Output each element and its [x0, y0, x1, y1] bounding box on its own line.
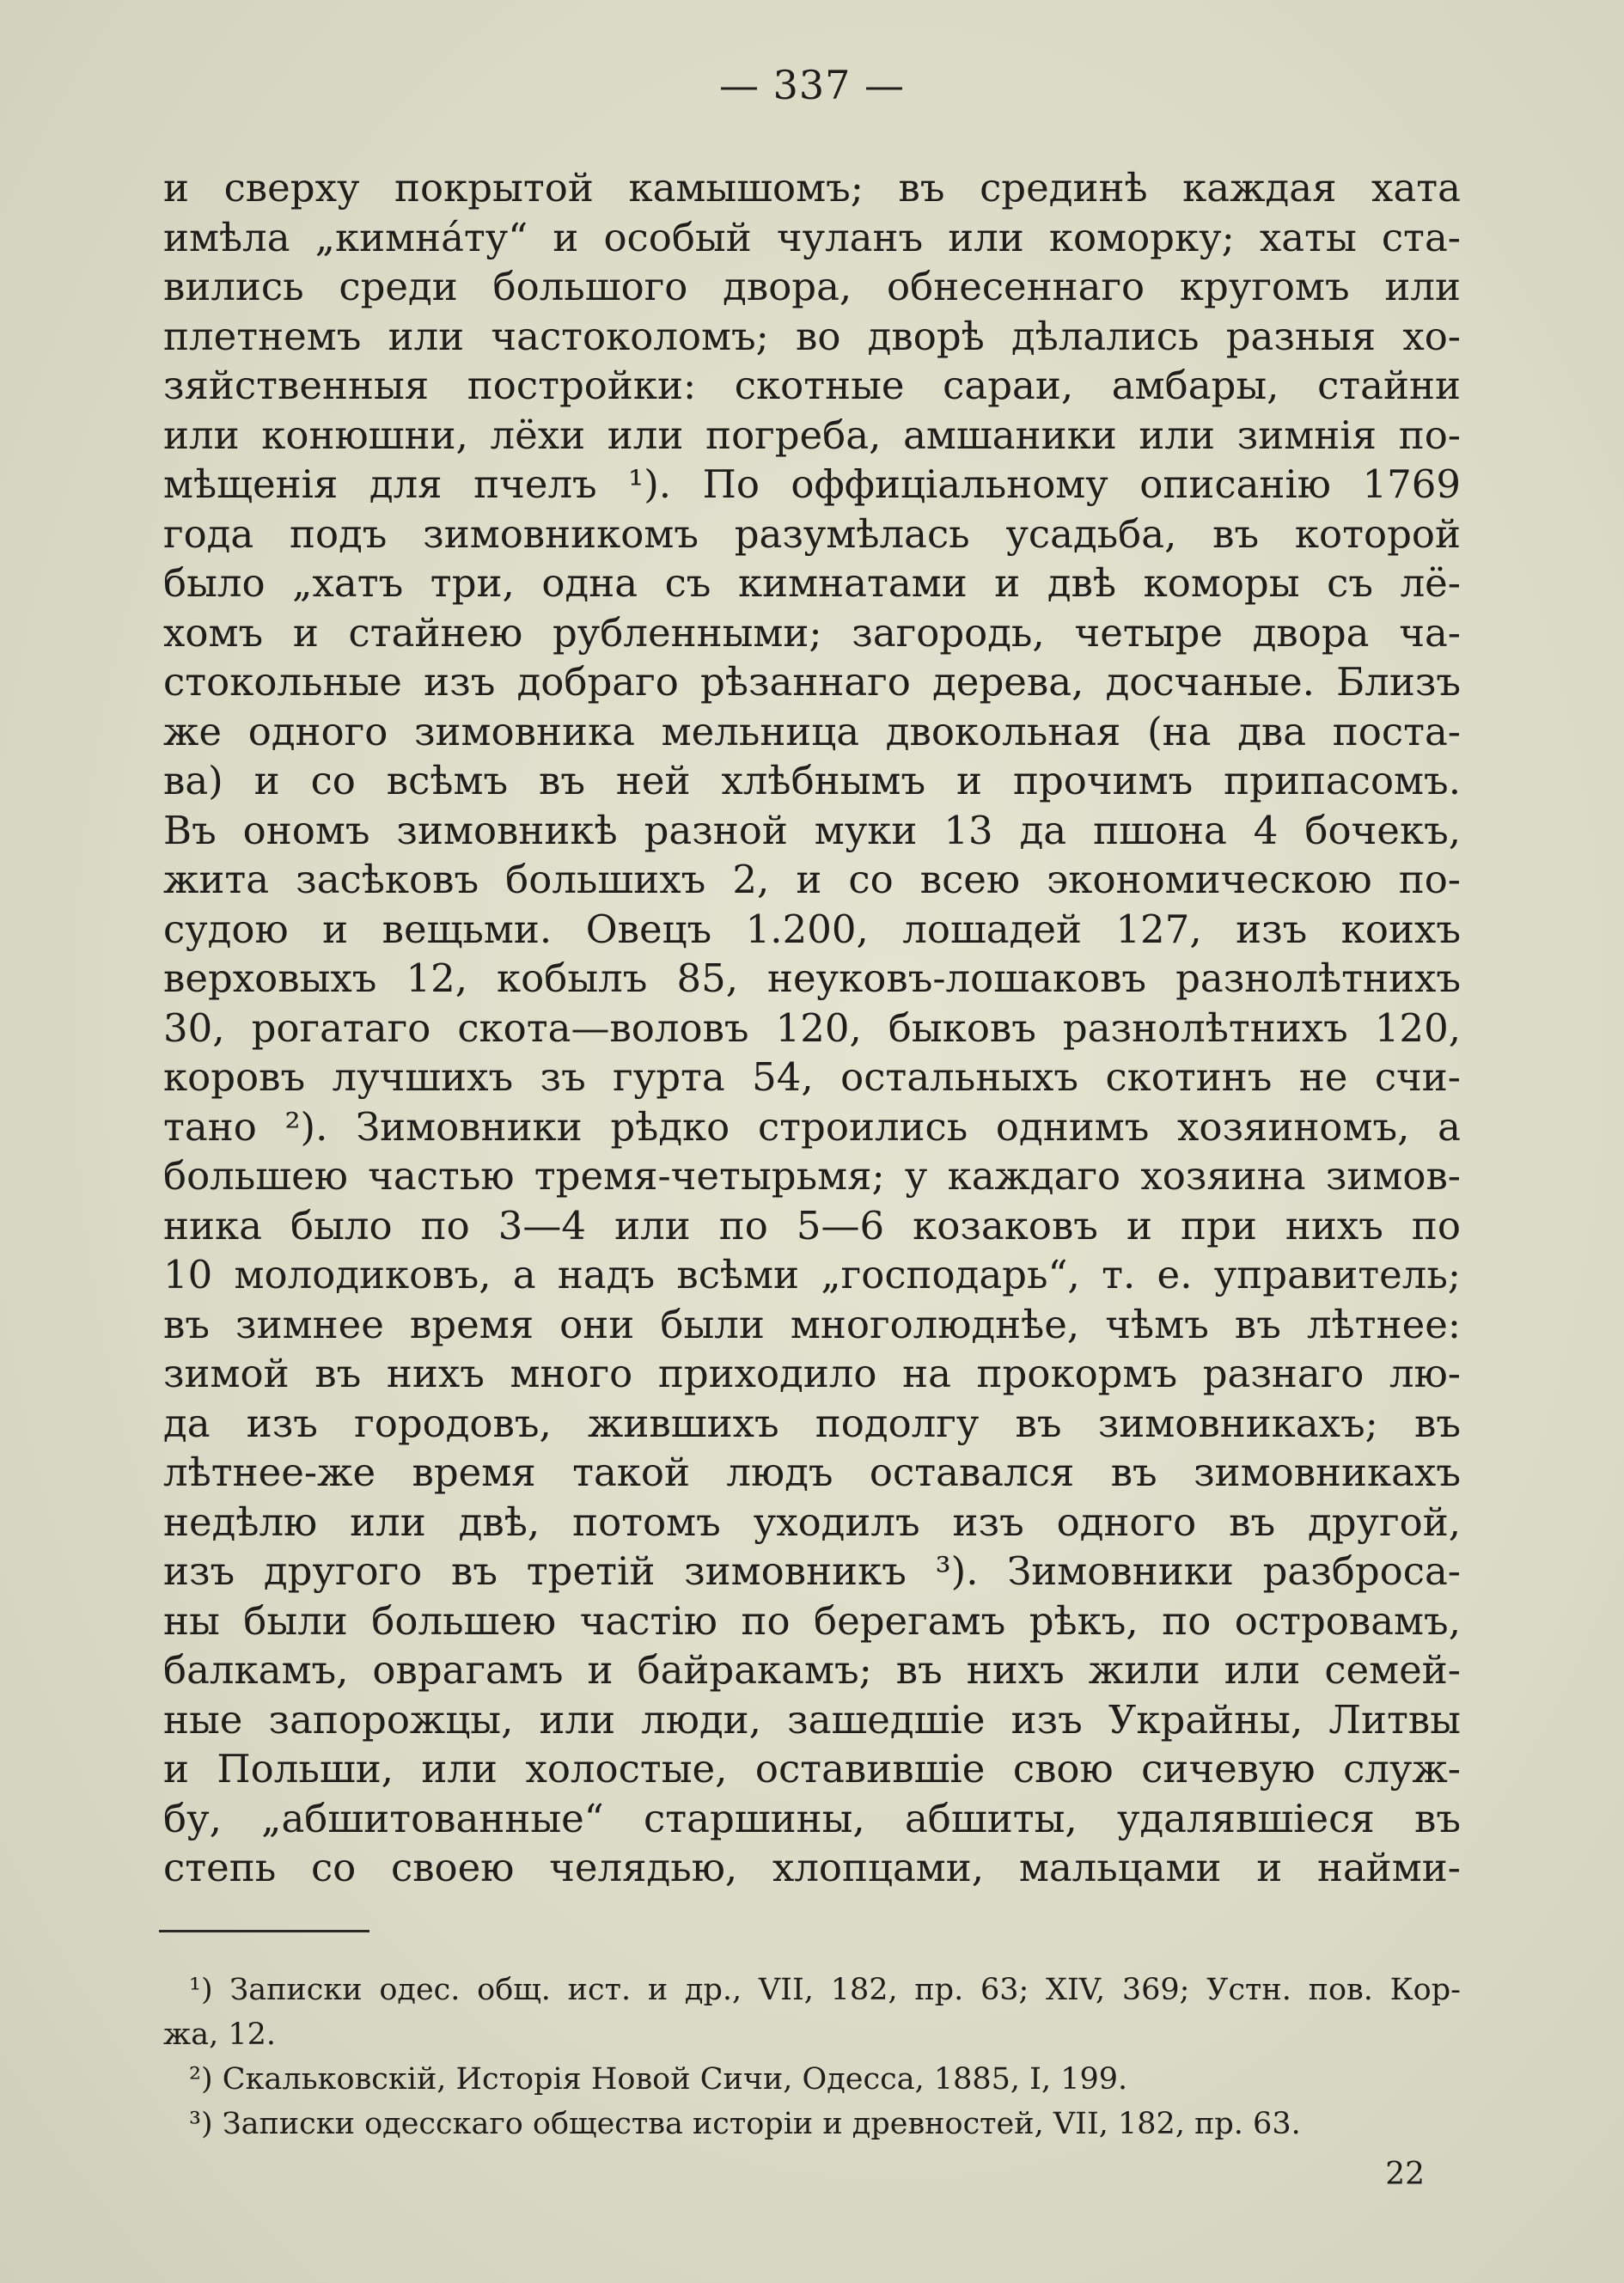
text-line: имѣла „кимнáту“ и особый чуланъ или коморку; хаты ста-	[163, 214, 1461, 260]
text-line: лѣтнее-же время такой людъ оставался въ зимовникахъ	[163, 1450, 1461, 1495]
text-line: большею частью тремя-четырьмя; у каждаго хозяина зимов-	[163, 1153, 1461, 1199]
text-line: или конюшни, лёхи или погреба, амшаники или зимнія по-	[163, 412, 1461, 458]
text-line: мѣщенія для пчелъ ¹). По оффиціальному описанію 1769	[163, 461, 1461, 507]
footnotes	[163, 1968, 1461, 2146]
text-line: жита засѣковъ большихъ 2, и со всею экономическою по-	[163, 857, 1461, 902]
text-line: стокольные изъ добраго рѣзаннаго дерева, досчаные. Близъ	[163, 659, 1461, 705]
text-line: бу, „абшитованные“ старшины, абшиты, удалявшіеся въ	[163, 1795, 1461, 1841]
text-line: плетнемъ или частоколомъ; во дворѣ дѣлались разныя хо-	[163, 313, 1461, 359]
text-line: 30, рогатаго скота—воловъ 120, быковъ разнолѣтнихъ 120,	[163, 1004, 1461, 1051]
footnote-3: ³) Записки одесскаго общества исторіи и древностей, VII, 182, пр. 63.	[189, 2107, 1301, 2141]
footnote-separator	[159, 1930, 369, 1932]
text-line: и Польши, или холостые, оставившіе свою сичевую служ-	[163, 1746, 1461, 1792]
text-line: коровъ лучшихъ зъ гурта 54, остальныхъ скотинъ не счи-	[163, 1054, 1461, 1100]
text-line: Въ ономъ зимовникѣ разной муки 13 да пшона 4 бочекъ,	[163, 807, 1461, 853]
text-line: же одного зимовника мельница двокольная (на два поста-	[163, 708, 1461, 754]
text-line: ны были большею частію по берегамъ рѣкъ, по островамъ,	[163, 1597, 1461, 1644]
text-line: вились среди большого двора, обнесеннаго кругомъ или	[163, 264, 1461, 309]
footnote-2: ²) Скальковскій, Исторія Новой Сичи, Одесса, 1885, I, 199.	[189, 2062, 1128, 2097]
page-number: — 337 —	[718, 62, 906, 108]
text-line: было „хатъ три, одна съ кимнатами и двѣ коморы съ лё-	[163, 560, 1461, 606]
text-line: и сверху покрытой камышомъ; въ срединѣ каждая хата	[163, 165, 1461, 211]
text-line: ника было по 3—4 или по 5—6 козаковъ и при нихъ по	[163, 1202, 1461, 1248]
footnote-1: ¹) Записки одес. общ. ист. и др., VII, 182, пр. 63; XIV, 369; Устн. пов. Кор-	[189, 1973, 1461, 2007]
text-line: степь со своею челядью, хлопцами, мальцами и найми-	[163, 1845, 1461, 1890]
text-line: 10 молодиковъ, а надъ всѣми „господарь“, т. е. управитель;	[163, 1252, 1461, 1297]
text-line: ные запорожцы, или люди, зашедшіе изъ Украйны, Литвы	[163, 1696, 1461, 1743]
text-line: ва) и со всѣмъ въ ней хлѣбнымъ и прочимъ припасомъ.	[163, 758, 1461, 803]
text-line: да изъ городовъ, жившихъ подолгу въ зимовникахъ; въ	[163, 1400, 1461, 1446]
text-line: балкамъ, оврагамъ и байракамъ; въ нихъ жили или семей-	[163, 1647, 1461, 1693]
text-line: верховыхъ 12, кобылъ 85, неуковъ-лошаковъ разнолѣтнихъ	[163, 955, 1461, 1001]
text-line: хомъ и стайнею рубленными; загородь, четыре двора ча-	[163, 609, 1461, 656]
printer-signature-mark: 22	[1385, 2157, 1425, 2192]
text-line: зимой въ нихъ много приходило на прокормъ разнаго лю-	[163, 1351, 1461, 1396]
text-line: года подъ зимовникомъ разумѣлась усадьба, въ которой	[163, 510, 1461, 557]
text-line: въ зимнее время они были многолюднѣе, чѣмъ въ лѣтнее:	[163, 1301, 1461, 1347]
body-text	[163, 163, 1461, 1893]
footnote-1-continuation: жа, 12.	[163, 2017, 276, 2052]
text-line: судою и вещьми. Овецъ 1.200, лошадей 127, изъ коихъ	[163, 906, 1461, 952]
text-line: зяйственныя постройки: скотные сараи, амбары, стайни	[163, 363, 1461, 408]
text-line: изъ другого въ третій зимовникъ ³). Зимовники разброса-	[163, 1548, 1461, 1594]
text-line: тано ²). Зимовники рѣдко строились однимъ хозяиномъ, а	[163, 1103, 1461, 1150]
text-line: недѣлю или двѣ, потомъ уходилъ изъ одного въ другой,	[163, 1499, 1461, 1545]
